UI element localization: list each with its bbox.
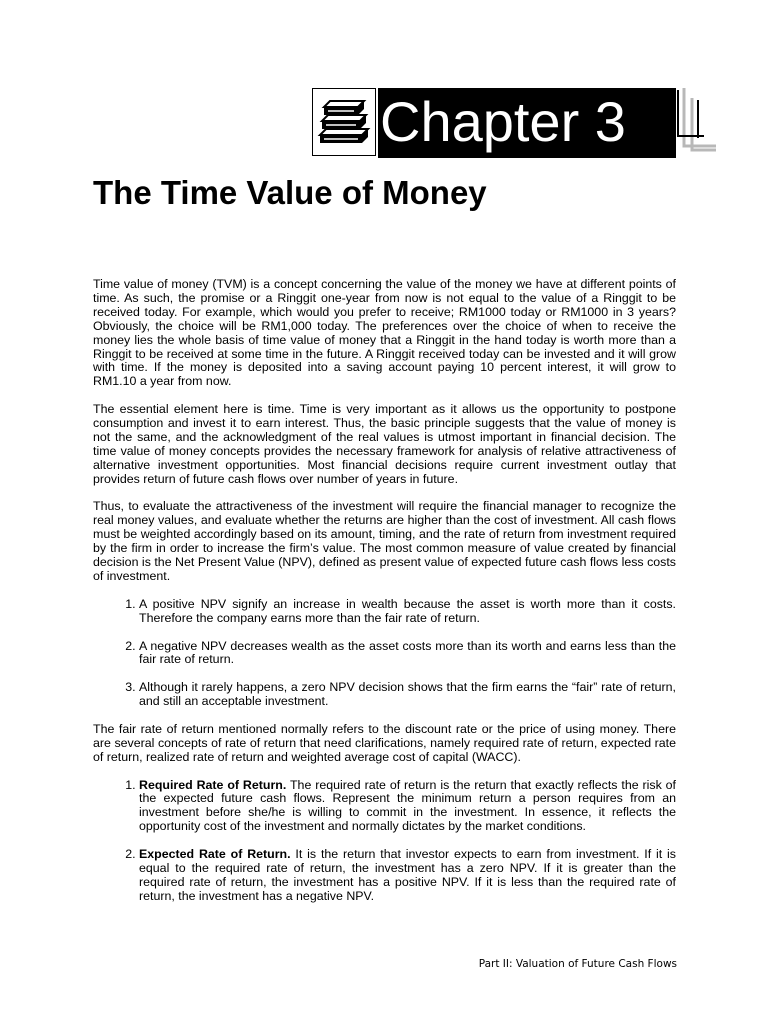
books-icon (316, 99, 372, 147)
paragraph: The essential element here is time. Time is very important as it allows us the opportunity to postpone consumption and invest it to earn interest. Thus, the basic principle suggests that the value of money is not the same, and the acknowledgment of the real values is utmost important in financial decision. The time value of money concepts provides the necessary framework for analysis of relative attractiveness of alternative investment opportunities. Most financial decisions require current investment outlay that provides return of future cash flows over number of years in future. (93, 402, 676, 486)
paragraph: Time value of money (TVM) is a concept concerning the value of the money we have at different points of time. As such, the promise or a Ringgit one-year from now is not equal to the value of a Ringgit to be received today. For example, which would you prefer to receive; RM1000 today or RM1000 in 3 years? Obviously, the choice will be RM1,000 today. The preferences over the choice of when to receive the money lies the whole basis of time value of money that a Ringgit in the hand today is worth more than a Ringgit to be received at some time in the future. A Ringgit received today can be invested and it will grow with time. If the money is deposited into a saving account paying 10 percent interest, it will grow to RM1.10 a year from now. (93, 277, 676, 389)
term-description: It is the return that investor expects to earn from investment. If it is equal to the required rate of return, the investment has a zero NPV. If it is greater than the required rate of return, the investment has a positive NPV. If it is less than the required rate of return, the investment has a negative NPV. (139, 847, 676, 903)
chapter-banner (312, 88, 676, 158)
rate-of-return-list (93, 779, 676, 904)
list-item (139, 779, 676, 835)
list-item (139, 848, 676, 904)
document-body (93, 278, 676, 918)
corner-bracket-icon (676, 88, 718, 152)
list-item: 1. A positive NPV signify an increase in wealth because the asset is worth more than it costs. Therefore the company earns more than the fair rate of return. (139, 598, 676, 626)
term-label: Expected Rate of Return. (139, 847, 291, 862)
page-footer: Part II: Valuation of Future Cash Flows (478, 958, 677, 970)
list-item: 2. A negative NPV decreases wealth as the asset costs more than its worth and earns less than the fair rate of return. (139, 640, 676, 668)
paragraph: Thus, to evaluate the attractiveness of the investment will require the financial manager to recognize the real money values, and evaluate whether the returns are higher than the cost of investment. All cash flows must be weighted accordingly based on its amount, timing, and the rate of return from investment required by the firm in order to increase the firm’s value. The most common measure of value created by financial decision is the Net Present Value (NPV), defined as present value of expected future cash flows less costs of investment. (93, 499, 676, 583)
paragraph: The fair rate of return mentioned normally refers to the discount rate or the price of using money. There are several concepts of rate of return that need clarifications, namely required rate of return, expected rate of return, realized rate of return and weighted average cost of capital (WACC). (93, 721, 676, 764)
term-label: Required Rate of Return. (139, 777, 287, 792)
books-icon-box (312, 88, 376, 156)
list-item: 3. Although it rarely happens, a zero NPV decision shows that the firm earns the “fair” rate of return, and still an acceptable investment. (139, 681, 676, 709)
document-title: The Time Value of Money (93, 174, 487, 211)
chapter-label: Chapter 3 (380, 90, 626, 153)
term-description: The required rate of return is the return that exactly reflects the risk of the expected future cash flows. Represent the minimum return a person requires from an investment before she/he is willing to commit in the investment. In essence, it reflects the opportunity cost of the investment and normally dictates by the market conditions. (139, 777, 677, 834)
npv-list (93, 598, 676, 709)
